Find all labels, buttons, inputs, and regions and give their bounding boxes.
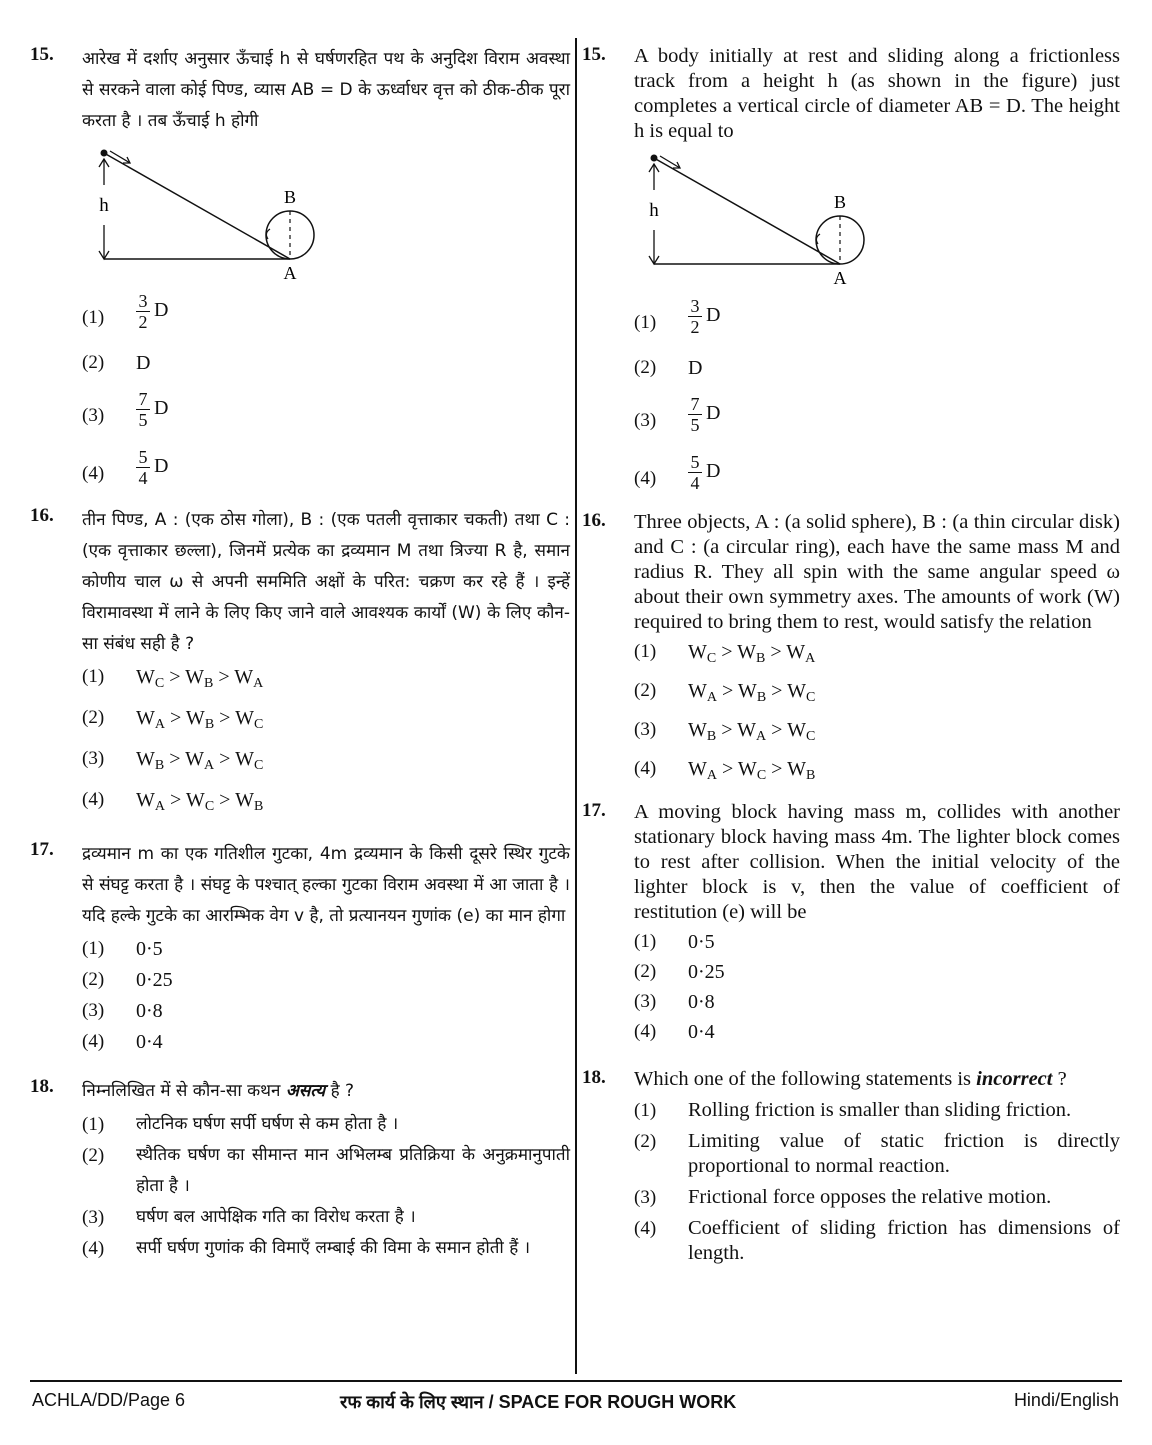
option-3[interactable]: (3) $\frac{7}{5}$ D <box>82 389 169 430</box>
option-1[interactable]: (1) $\frac{3}{2}$ D <box>82 291 169 332</box>
question-number: 18. <box>582 1067 606 1088</box>
column-divider <box>575 38 577 1374</box>
hindi-column <box>30 44 570 1274</box>
option-1[interactable]: (1) Rolling friction is smaller than sliding friction. <box>634 1099 1072 1121</box>
question-number: 17. <box>582 800 606 821</box>
option-1[interactable]: (1) $\frac{3}{2}$ D <box>634 296 721 337</box>
option-1[interactable]: (1) 0·5 <box>82 938 163 960</box>
footer-rule <box>30 1380 1122 1382</box>
option-2[interactable]: (2) $W_A > W_B > W_C$ <box>82 707 264 732</box>
options-list <box>634 641 1120 792</box>
point-a-label: A <box>833 268 847 288</box>
option-1[interactable]: (1) 0·5 <box>634 931 715 953</box>
option-1[interactable]: (1) $W_C > W_B > W_A$ <box>634 641 816 666</box>
fraction: $\frac{7}{5}$ <box>136 389 150 430</box>
option-2[interactable]: (2) Limiting value of static friction is directly proportional to normal reaction. <box>634 1130 1120 1177</box>
rough-work-label: रफ कार्य के लिए स्थान / SPACE FOR ROUGH WORK <box>340 1392 737 1412</box>
english-column <box>582 44 1120 1276</box>
option-1[interactable]: (1) लोटनिक घर्षण सर्पी घर्षण से कम होता है । <box>82 1114 399 1135</box>
options-list <box>82 1109 570 1264</box>
question-text: आरेख में दर्शाए अनुसार ऊँचाई h से घर्षणरहित पथ के अनुदिश विराम अवस्था से सरकने वाला कोई पिण्ड, व्यास AB = D के ऊर्ध्वाधर वृत्त को ठीक-ठीक पूरा करता है । तब ऊँचाई h होगी <box>82 49 570 131</box>
page-id: ACHLA/DD/Page 6 <box>32 1390 186 1410</box>
question-number: 15. <box>582 44 606 65</box>
options-list <box>634 1098 1120 1266</box>
question-number: 16. <box>30 505 54 526</box>
option-2[interactable]: (2) D <box>82 352 151 374</box>
fraction: $\frac{5}{4}$ <box>688 452 702 493</box>
height-label: h <box>649 200 659 221</box>
option-4[interactable]: (4) $\frac{5}{4}$ D <box>82 447 169 488</box>
option-3[interactable]: (3) $W_B > W_A > W_C$ <box>634 719 816 744</box>
option-3[interactable]: (3) $\frac{7}{5}$ D <box>634 394 721 435</box>
option-2[interactable]: (2) 0·25 <box>634 961 725 983</box>
question-number: 18. <box>30 1076 54 1097</box>
option-4[interactable]: (4) 0·4 <box>634 1021 715 1043</box>
question-18-hindi <box>30 1076 570 1264</box>
fraction: $\frac{3}{2}$ <box>688 296 702 337</box>
option-2[interactable]: (2) $W_A > W_B > W_C$ <box>634 680 816 705</box>
language-label: Hindi/English <box>1013 1390 1119 1410</box>
option-3[interactable]: (3) 0·8 <box>82 1000 163 1022</box>
option-4[interactable]: (4) सर्पी घर्षण गुणांक की विमाएँ लम्बाई की विमा के समान होती हैं । <box>82 1238 531 1259</box>
fraction: $\frac{5}{4}$ <box>136 447 150 488</box>
option-4[interactable]: (4) $W_A > W_C > W_B$ <box>634 758 816 783</box>
question-18-english <box>582 1067 1120 1266</box>
question-15-english <box>582 44 1120 506</box>
question-text: निम्नलिखित में से कौन-सा कथन असत्य है ? <box>82 1081 355 1101</box>
option-2[interactable]: (2) स्थैतिक घर्षण का सीमान्त मान अभिलम्ब प्रतिक्रिया के अनुक्रमानुपाती होता है । <box>82 1145 570 1196</box>
option-4[interactable]: (4) $W_A > W_C > W_B$ <box>82 789 264 814</box>
fraction: $\frac{3}{2}$ <box>136 291 150 332</box>
question-text: Which one of the following statements is incorrect ? <box>634 1068 1067 1090</box>
question-text: Three objects, A : (a solid sphere), B : (a thin circular disk) and C : (a circular ring), each have the same mass M and radius R. They all spin with the same angular speed ω about their own symmetry axes. The amounts of work (W) required to bring them to rest, would satisfy the relation <box>634 511 1120 633</box>
options-list <box>82 666 570 825</box>
option-3[interactable]: (3) Frictional force opposes the relative motion. <box>634 1186 1052 1208</box>
question-text: A body initially at rest and sliding along a frictionless track from a height h (as shown in the figure) just completes a vertical circle of diameter AB = D. The height h is equal to <box>634 45 1120 142</box>
option-2[interactable]: (2) 0·25 <box>82 969 173 991</box>
question-16-hindi <box>30 505 570 825</box>
track-loop-figure <box>642 150 902 290</box>
option-3[interactable]: (3) 0·8 <box>634 991 715 1013</box>
question-text: A moving block having mass m, collides with another stationary block having mass 4m. The lighter block comes to rest after collision. When the initial velocity of the lighter block is v, then the value of coefficient of restitution (e) will be <box>634 801 1120 923</box>
option-3[interactable]: (3) घर्षण बल आपेक्षिक गति का विरोध करता है । <box>82 1207 416 1228</box>
question-number: 15. <box>30 44 54 65</box>
track-loop-figure <box>92 145 352 285</box>
option-1[interactable]: (1) $W_C > W_B > W_A$ <box>82 666 264 691</box>
question-17-hindi <box>30 839 570 1062</box>
options-list <box>82 938 570 1062</box>
options-list <box>634 296 1120 506</box>
option-4[interactable]: (4) 0·4 <box>82 1031 163 1053</box>
question-number: 17. <box>30 839 54 860</box>
height-label: h <box>99 195 109 216</box>
option-4[interactable]: (4) Coefficient of sliding friction has dimensions of length. <box>634 1217 1120 1264</box>
fraction: $\frac{7}{5}$ <box>688 394 702 435</box>
point-b-label: B <box>833 192 847 212</box>
option-3[interactable]: (3) $W_B > W_A > W_C$ <box>82 748 264 773</box>
point-a-label: A <box>283 263 297 283</box>
question-17-english <box>582 800 1120 1051</box>
option-4[interactable]: (4) $\frac{5}{4}$ D <box>634 452 721 493</box>
options-list <box>634 931 1120 1051</box>
question-text: तीन पिण्ड, A : (एक ठोस गोला), B : (एक पतली वृत्ताकार चकती) तथा C : (एक वृत्ताकार छल्ला), जिनमें प्रत्येक का द्रव्यमान M तथा त्रिज्या R है, समान कोणीय चाल ω से अपनी सममिति अक्षों के परित: चक्रण कर रहे हैं । इन्हें विरामावस्था में लाने के लिए किए जाने वाले आवश्यक कार्यों (W) के लिए कौन-सा संबंध सही है ? <box>82 510 570 654</box>
question-16-english <box>582 510 1120 792</box>
question-number: 16. <box>582 510 606 531</box>
options-list <box>82 291 570 501</box>
question-text: द्रव्यमान m का एक गतिशील गुटका, 4m द्रव्यमान के किसी दूसरे स्थिर गुटके से संघट्ट करता है । संघट्ट के पश्चात् हल्का गुटका विराम अवस्था में आ जाता है । यदि हल्के गुटके का आरम्भिक वेग v है, तो प्रत्यानयन गुणांक (e) का मान होगा <box>82 844 570 926</box>
question-15-hindi <box>30 44 570 501</box>
point-b-label: B <box>283 187 297 207</box>
option-2[interactable]: (2) D <box>634 357 703 379</box>
